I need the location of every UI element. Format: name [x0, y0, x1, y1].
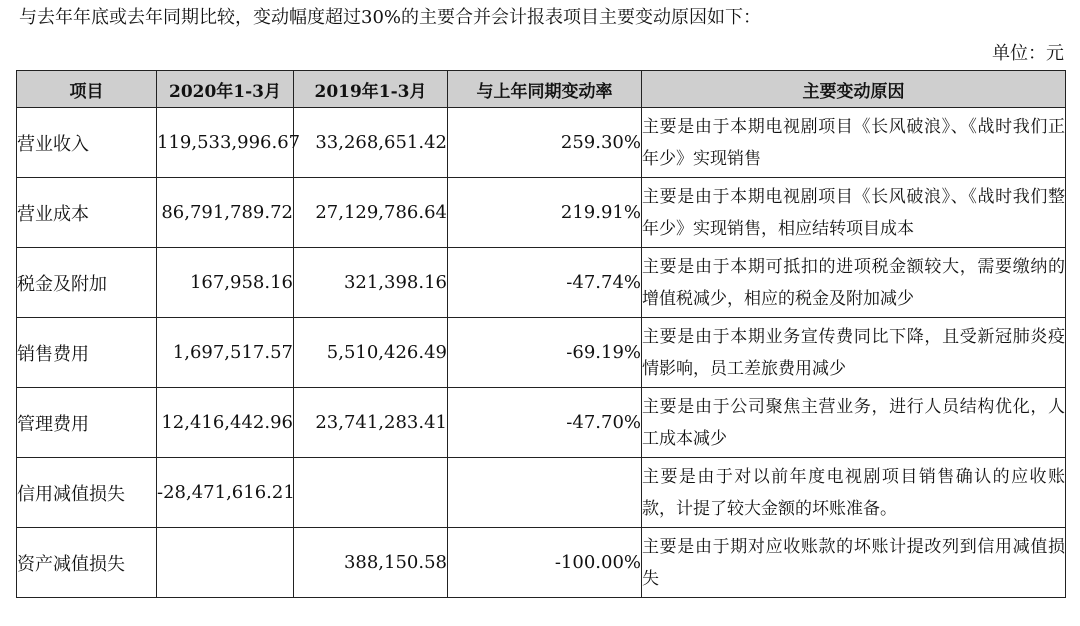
item-cell: 营业成本: [17, 178, 157, 248]
reason-cell: 主要是由于公司聚焦主营业务，进行人员结构优化，人工成本减少: [642, 388, 1066, 458]
value-2019-cell: 33,268,651.42: [294, 108, 448, 178]
item-cell: 销售费用: [17, 318, 157, 388]
table-row: [17, 528, 1066, 598]
value-2019-cell: 388,150.58: [294, 528, 448, 598]
unit-label: 单位：元: [992, 43, 1064, 64]
header-change-rate: 与上年同期变动率: [448, 71, 642, 108]
table-row: [17, 248, 1066, 318]
intro-text: 与去年年底或去年同期比较，变动幅度超过30%的主要合并会计报表项目主要变动原因如下：: [19, 7, 762, 28]
change-rate-cell: 259.30%: [448, 108, 642, 178]
change-rate-cell: 219.91%: [448, 178, 642, 248]
table-header-row: [17, 71, 1066, 108]
reason-cell: 主要是由于本期业务宣传费同比下降，且受新冠肺炎疫情影响，员工差旅费用减少: [642, 318, 1066, 388]
change-rate-cell: -100.00%: [448, 528, 642, 598]
header-item: 项目: [17, 71, 157, 108]
value-2019-cell: 27,129,786.64: [294, 178, 448, 248]
item-cell: 税金及附加: [17, 248, 157, 318]
value-2020-cell: 86,791,789.72: [157, 178, 294, 248]
value-2019-cell: 23,741,283.41: [294, 388, 448, 458]
reason-cell: 主要是由于期对应收账款的坏账计提改列到信用减值损失: [642, 528, 1066, 598]
change-rate-cell: -69.19%: [448, 318, 642, 388]
table-row: [17, 388, 1066, 458]
item-cell: 管理费用: [17, 388, 157, 458]
value-2020-cell: 12,416,442.96: [157, 388, 294, 458]
value-2020-cell: 119,533,996.67: [157, 108, 294, 178]
item-cell: 资产减值损失: [17, 528, 157, 598]
item-cell: 营业收入: [17, 108, 157, 178]
change-rate-cell: [448, 458, 642, 528]
reason-cell: 主要是由于本期电视剧项目《长风破浪》、《战时我们正年少》实现销售: [642, 108, 1066, 178]
value-2020-cell: 1,697,517.57: [157, 318, 294, 388]
change-rate-cell: -47.70%: [448, 388, 642, 458]
value-2019-cell: 5,510,426.49: [294, 318, 448, 388]
table-row: [17, 318, 1066, 388]
value-2020-cell: -28,471,616.21: [157, 458, 294, 528]
change-rate-cell: -47.74%: [448, 248, 642, 318]
value-2020-cell: 167,958.16: [157, 248, 294, 318]
value-2019-cell: 321,398.16: [294, 248, 448, 318]
reason-cell: 主要是由于本期电视剧项目《长风破浪》、《战时我们整年少》实现销售，相应结转项目成本: [642, 178, 1066, 248]
header-reason: 主要变动原因: [642, 71, 1066, 108]
header-2020-q1: 2020年1-3月: [157, 71, 294, 108]
value-2019-cell: [294, 458, 448, 528]
reason-cell: 主要是由于对以前年度电视剧项目销售确认的应收账款，计提了较大金额的坏账准备。: [642, 458, 1066, 528]
table-row: [17, 458, 1066, 528]
header-2019-q1: 2019年1-3月: [294, 71, 448, 108]
table-row: [17, 178, 1066, 248]
table-row: [17, 108, 1066, 178]
item-cell: 信用减值损失: [17, 458, 157, 528]
financial-change-table: [16, 70, 1066, 598]
reason-cell: 主要是由于本期可抵扣的进项税金额较大，需要缴纳的增值税减少，相应的税金及附加减少: [642, 248, 1066, 318]
value-2020-cell: [157, 528, 294, 598]
